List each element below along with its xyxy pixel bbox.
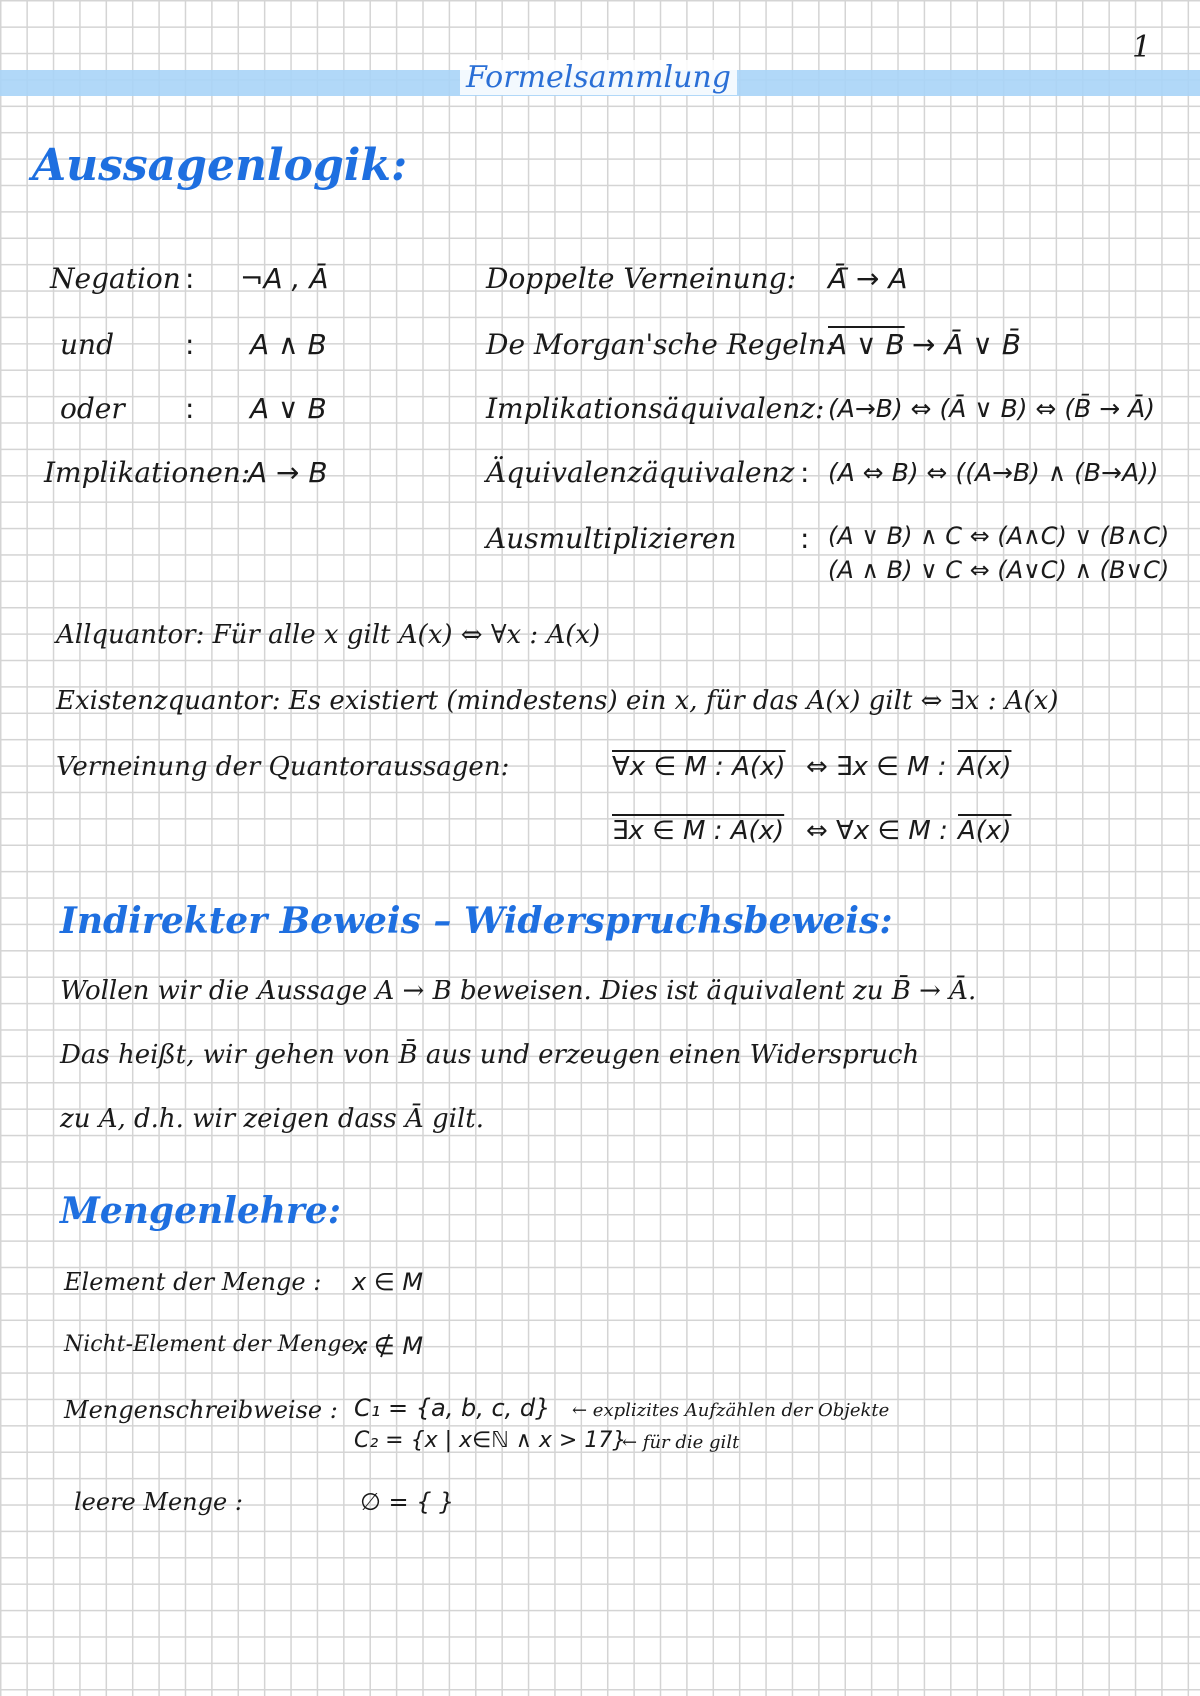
und-sep: : bbox=[185, 328, 195, 361]
oder-sep: : bbox=[185, 392, 195, 425]
verneinung-1-over: ∀x ∈ M : A(x) bbox=[612, 752, 786, 782]
ausmultiplizieren-label: Ausmultiplizieren bbox=[486, 522, 737, 555]
negation-expr: ¬A , Ā bbox=[240, 262, 329, 295]
de-morgan-expr: → Ā ∨ B̄ bbox=[912, 328, 1022, 361]
aequivalenzaequivalenz-label: Äquivalenzäquivalenz bbox=[486, 456, 795, 489]
ausmultiplizieren-sep: : bbox=[800, 522, 810, 555]
heading-mengenlehre: Mengenlehre: bbox=[60, 1190, 342, 1232]
oder-expr: A ∨ B bbox=[250, 392, 327, 425]
page-title: Formelsammlung bbox=[460, 60, 737, 95]
beweis-line-1: Wollen wir die Aussage A → B beweisen. Dies ist äquivalent zu B̄ → Ā. bbox=[60, 976, 977, 1006]
doppelte-verneinung-expr: Ā̄ → A bbox=[828, 262, 908, 295]
existenzquantor: Existenzquantor: Es existiert (mindestens) ein x, für das A(x) gilt ⇔ ∃x : A(x) bbox=[56, 686, 1059, 716]
ausmultiplizieren-expr: (A ∨ B) ∧ C ⇔ (A∧C) ∨ (B∧C) bbox=[828, 522, 1170, 550]
element-expr: x ∈ M bbox=[352, 1268, 424, 1296]
verneinung-label: Verneinung der Quantoraussagen: bbox=[56, 752, 510, 782]
c1-note: ← explizites Aufzählen der Objekte bbox=[572, 1400, 890, 1421]
de-morgan-label: De Morgan'sche Regeln: bbox=[486, 328, 836, 361]
negation-label: Negation bbox=[50, 262, 181, 295]
und-label: und bbox=[60, 328, 114, 361]
verneinung-1-rest: ⇔ ∃x ∈ M : bbox=[806, 752, 947, 782]
verneinung-2-rest: ⇔ ∀x ∈ M : bbox=[806, 816, 948, 846]
beweis-line-3: zu A, d.h. wir zeigen dass Ā gilt. bbox=[60, 1104, 485, 1134]
mengenschreibweise-label: Mengenschreibweise : bbox=[64, 1396, 338, 1424]
und-expr: A ∧ B bbox=[250, 328, 327, 361]
negation-sep: : bbox=[185, 262, 195, 295]
implikationsaequivalenz-label: Implikationsäquivalenz: bbox=[486, 392, 825, 425]
doppelte-verneinung-label: Doppelte Verneinung: bbox=[486, 262, 797, 295]
aequivalenzaequivalenz-sep: : bbox=[800, 456, 810, 489]
c1-expr: C₁ = {a, b, c, d} bbox=[354, 1394, 551, 1422]
implikationsaequivalenz-expr: (A→B) ⇔ (Ā ∨ B) ⇔ (B̄ → Ā) bbox=[828, 394, 1155, 423]
nicht-element-label: Nicht-Element der Menge : bbox=[64, 1332, 369, 1357]
heading-aussagenlogik: Aussagenlogik: bbox=[32, 140, 408, 191]
verneinung-2-over: ∃x ∈ M : A(x) bbox=[612, 816, 785, 846]
leere-menge-expr: ∅ = { } bbox=[360, 1488, 455, 1516]
c2-note: ← für die gilt bbox=[622, 1432, 740, 1453]
aequivalenzaequivalenz-expr: (A ⇔ B) ⇔ ((A→B) ∧ (B→A)) bbox=[828, 458, 1159, 487]
heading-indirekter-beweis: Indirekter Beweis – Widerspruchsbeweis: bbox=[60, 900, 893, 942]
nicht-element-expr: x ∉ M bbox=[352, 1332, 424, 1360]
verneinung-1-end: A(x) bbox=[958, 752, 1012, 782]
oder-label: oder bbox=[60, 392, 125, 425]
de-morgan-expr-over: A ∨ B bbox=[828, 328, 905, 361]
leere-menge-label: leere Menge : bbox=[74, 1488, 243, 1516]
page-number: 1 bbox=[1132, 30, 1152, 65]
element-label: Element der Menge : bbox=[64, 1268, 322, 1296]
beweis-line-2: Das heißt, wir gehen von B̄ aus und erzeugen einen Widerspruch bbox=[60, 1040, 920, 1070]
verneinung-2-end: A(x) bbox=[958, 816, 1012, 846]
c2-expr: C₂ = {x | x∈ℕ ∧ x > 17} bbox=[354, 1428, 627, 1453]
implikationen-label: Implikationen: bbox=[44, 456, 251, 489]
allquantor: Allquantor: Für alle x gilt A(x) ⇔ ∀x : A(x) bbox=[56, 620, 601, 650]
ausmultiplizieren-expr-2: (A ∧ B) ∨ C ⇔ (A∨C) ∧ (B∨C) bbox=[828, 556, 1170, 584]
implikationen-expr: A → B bbox=[248, 456, 328, 489]
